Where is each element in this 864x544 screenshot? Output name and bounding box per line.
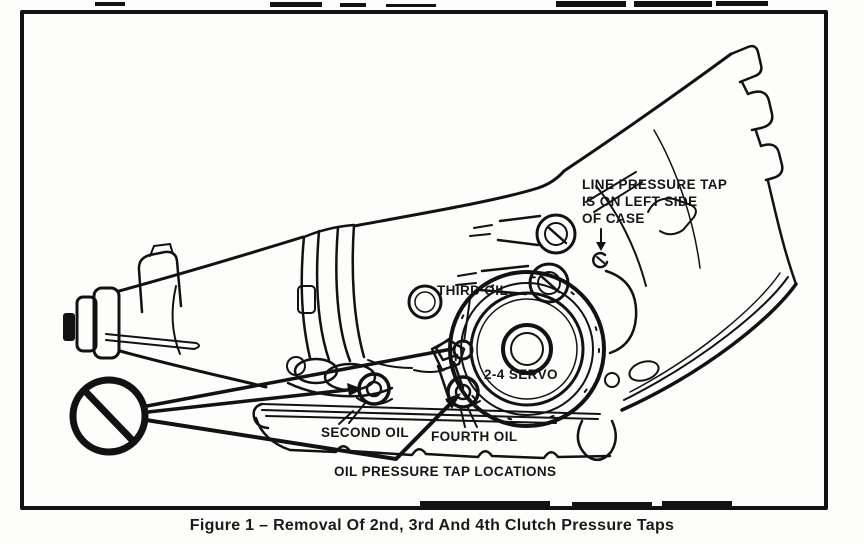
tail-housing xyxy=(106,237,303,387)
figure-caption: Figure 1 – Removal Of 2nd, 3rd And 4th Clutch Pressure Taps xyxy=(189,517,675,534)
line-pressure-callout xyxy=(582,176,727,227)
second-oil-label: SECOND OIL xyxy=(321,425,410,440)
diagram-title: OIL PRESSURE TAP LOCATIONS xyxy=(334,464,557,479)
prohibition-icon xyxy=(73,380,145,452)
main-case xyxy=(354,46,796,460)
fourth-oil-label: FOURTH OIL xyxy=(431,429,518,444)
pointer-lines xyxy=(146,349,461,459)
servo-label: 2-4 SERVO xyxy=(484,367,558,382)
third-oil-label: THIRD OIL xyxy=(437,283,509,298)
line-pressure-callout-line1: LINE PRESSURE TAP xyxy=(582,177,728,192)
line-pressure-callout-line3: OF CASE xyxy=(582,211,645,226)
line-pressure-callout-line2: IS ON LEFT SIDE xyxy=(582,194,698,209)
